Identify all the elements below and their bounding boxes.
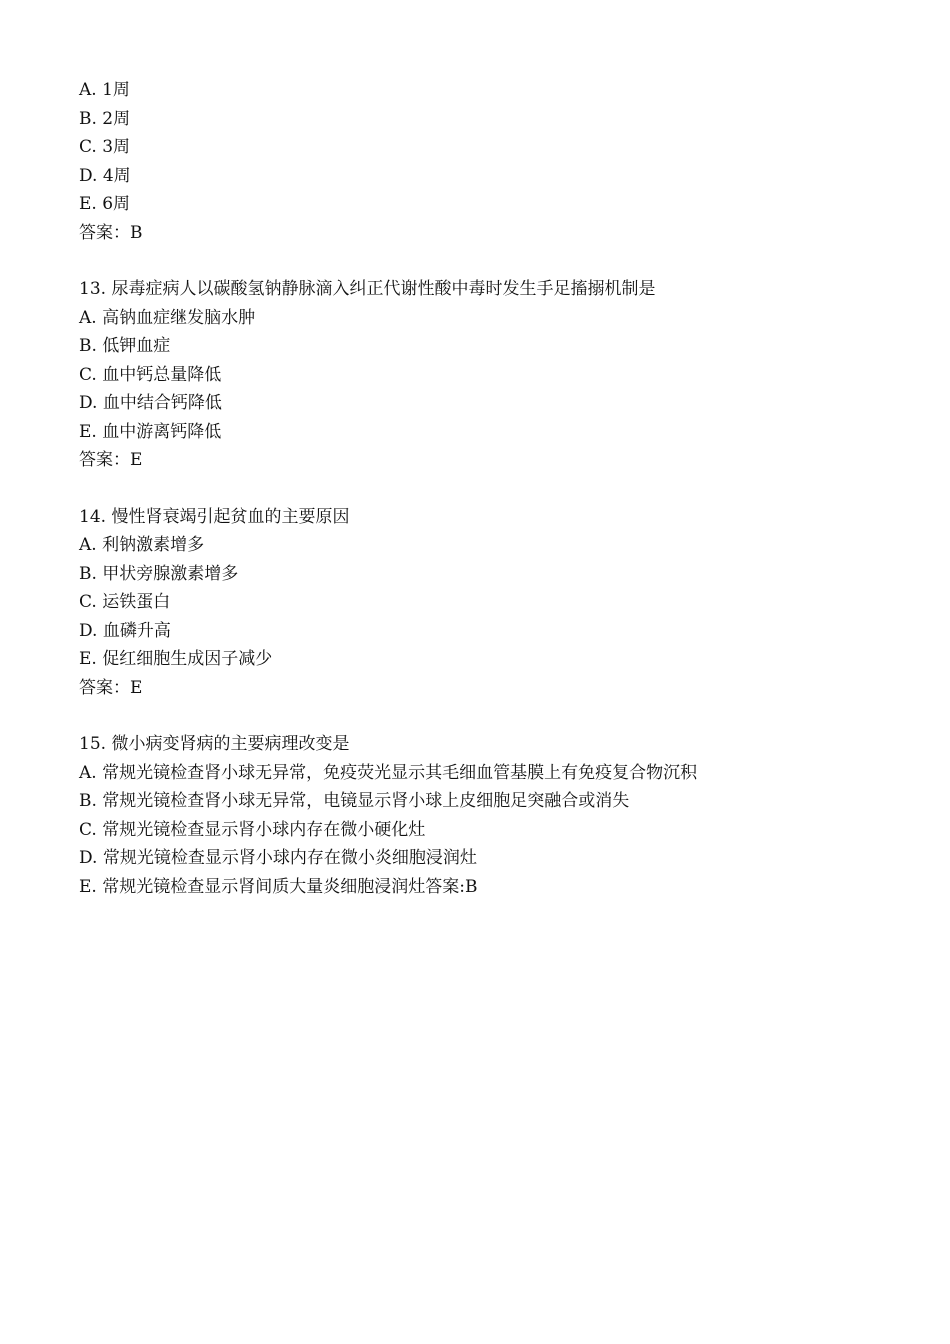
option-e: E. 促红细胞生成因子减少 <box>79 649 273 669</box>
option-b: B. 2周 <box>79 108 131 129</box>
option-b: B. 低钾血症 <box>79 336 171 356</box>
question-title: 14. 慢性肾衰竭引起贫血的主要原因 <box>79 506 350 527</box>
option-d: D. 血中结合钙降低 <box>79 393 222 413</box>
question-14 <box>79 503 899 703</box>
option-d: D. 常规光镜检查显示肾小球内存在微小炎细胞浸润灶 <box>79 848 477 868</box>
answer: 答案：E <box>79 677 143 698</box>
option-a: A. 1周 <box>79 80 130 100</box>
option-d: D. 血磷升高 <box>79 620 171 641</box>
option-e: E. 血中游离钙降低 <box>79 421 222 442</box>
question-12-tail <box>79 76 899 247</box>
option-a: A. 常规光镜检查肾小球无异常，免疫荧光显示其毛细血管基膜上有免疫复合物沉积 <box>79 762 698 783</box>
question-13 <box>79 275 899 475</box>
answer: 答案：B <box>79 222 143 243</box>
option-a: A. 利钠激素增多 <box>79 535 205 555</box>
option-c: C. 常规光镜检查显示肾小球内存在微小硬化灶 <box>79 819 426 840</box>
option-c: C. 血中钙总量降低 <box>79 364 222 385</box>
answer: 答案：E <box>79 450 143 470</box>
option-e: E. 6周 <box>79 194 131 214</box>
option-a: A. 高钠血症继发脑水肿 <box>79 307 256 328</box>
option-b: B. 常规光镜检查肾小球无异常，电镜显示肾小球上皮细胞足突融合或消失 <box>79 791 630 811</box>
option-c: C. 运铁蛋白 <box>79 592 171 612</box>
option-b: B. 甲状旁腺激素增多 <box>79 563 239 584</box>
option-c: C. 3周 <box>79 137 131 157</box>
option-d: D. 4周 <box>79 165 131 186</box>
question-15 <box>79 730 899 901</box>
question-title: 15. 微小病变肾病的主要病理改变是 <box>79 734 350 754</box>
question-title: 13. 尿毒症病人以碳酸氢钠静脉滴入纠正代谢性酸中毒时发生手足搐搦机制是 <box>79 279 656 299</box>
question-list <box>79 76 899 901</box>
option-e: E. 常规光镜检查显示肾间质大量炎细胞浸润灶答案:B <box>79 876 478 897</box>
